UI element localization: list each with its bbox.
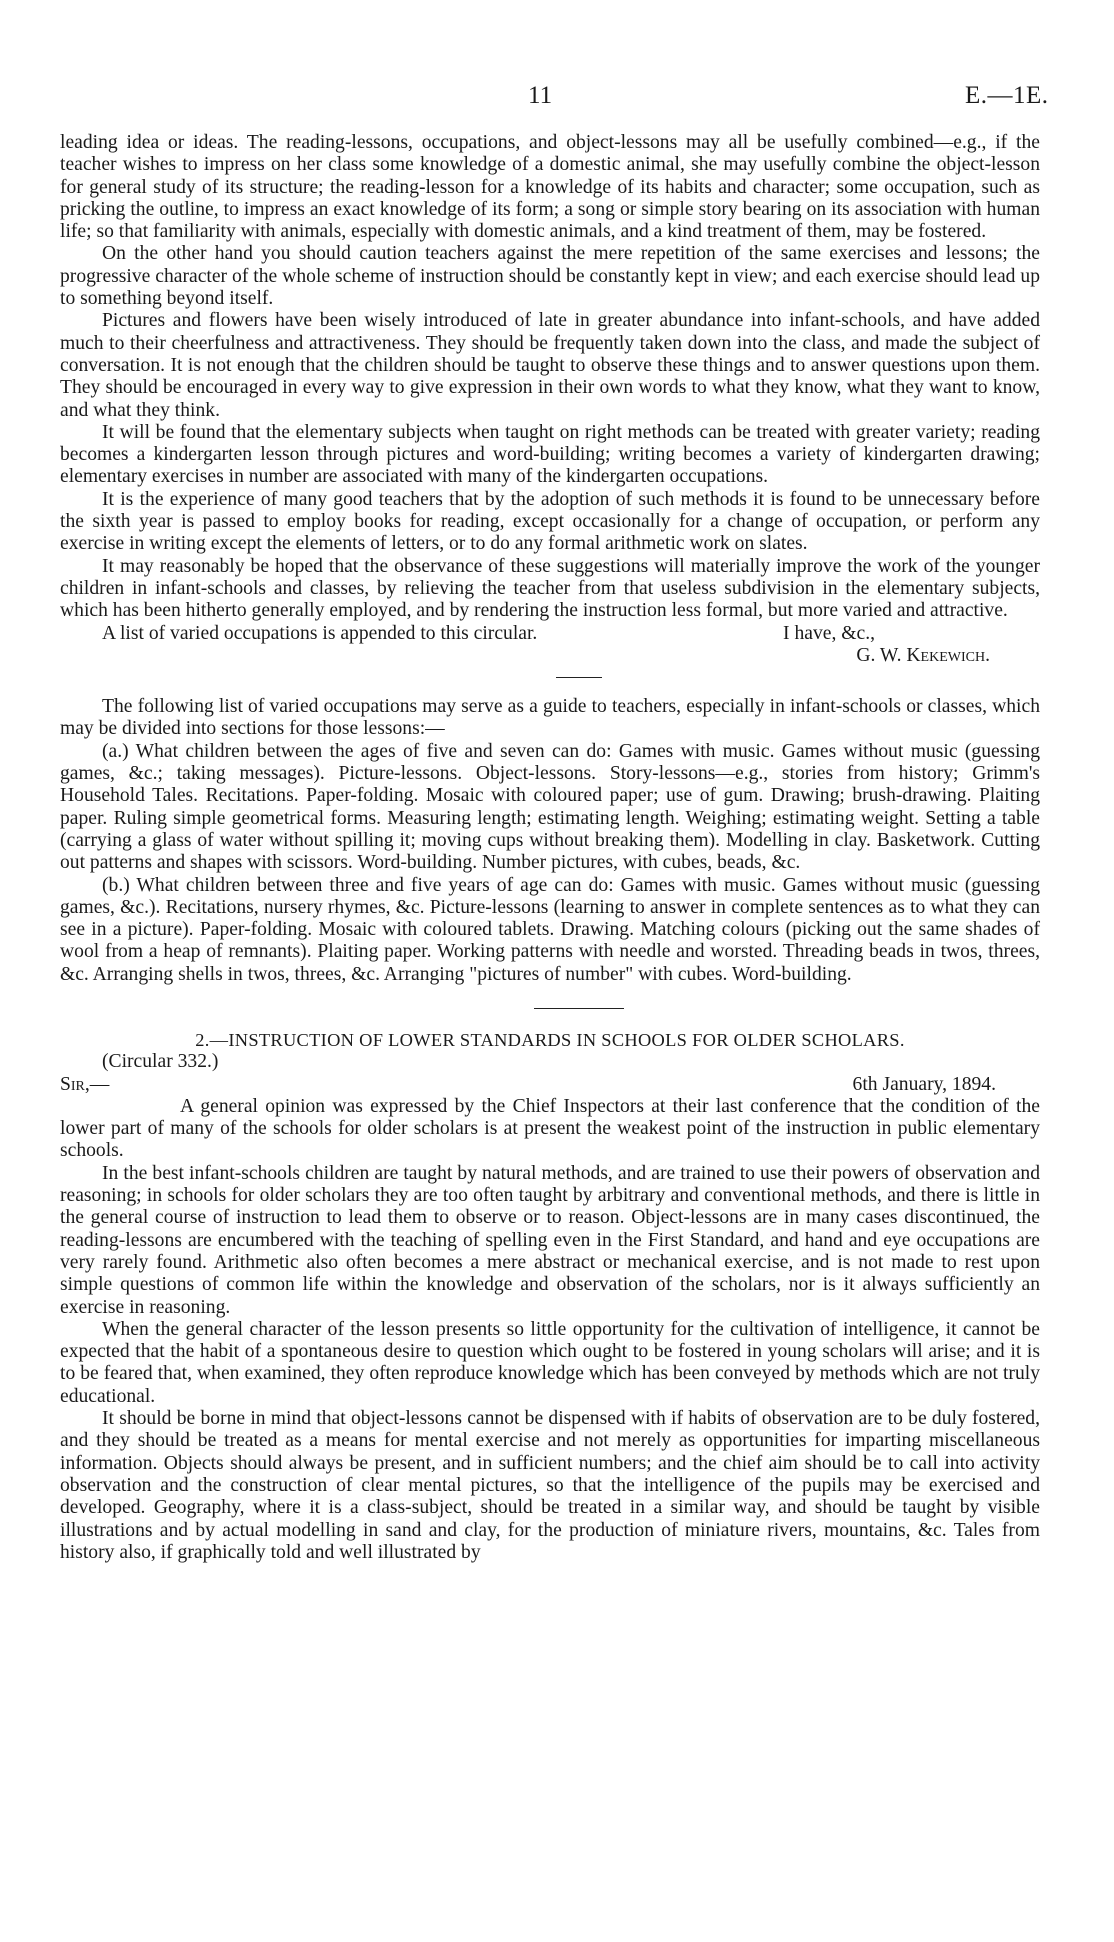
divider xyxy=(556,677,602,678)
closing-note: A list of varied occupations is appended to this circular. xyxy=(102,622,538,644)
section-heading: 2.—INSTRUCTION OF LOWER STANDARDS IN SCHOOLS FOR OLDER SCHOLARS. xyxy=(195,1029,905,1050)
paragraph: (a.) What children between the ages of five and seven can do: Games with music. Games without music (guessing games, &c.; taking messages). Picture-lessons. Object-lessons. Story-lessons—e.g., stories from history; Grimm's Household Tales. Recitations. Paper-folding. Mosaic with coloured paper; use of gum. Drawing; brush-drawing. Plaiting paper. Ruling simple geometrical forms. Measuring length; estimating length. Weighing; estimating weight. Setting a table (carrying a glass of water without spilling it; moving cups without breaking them). Modelling in clay. Basketwork. Cutting out patterns and shapes with scissors. Word-building. Number pictures, with cubes, beads, &c. xyxy=(60,740,1040,874)
paragraph: In the best infant-schools children are taught by natural methods, and are trained to use their powers of observation and reasoning; in schools for older scholars they are too often taught by arbitrary and conventional methods, and there is little in the general course of instruction to lead them to observe or to reason. Object-lessons are in many cases discontinued, the reading-lessons are encumbered with the teaching of spelling even in the First Standard, and hand and eye occupations are very rarely found. Arithmetic also often becomes a mere abstract or mechanical exercise, and is not made to rest upon simple questions of common life within the knowledge and observation of the scholars, nor is it always sufficiently an exercise in reasoning. xyxy=(60,1162,1040,1318)
signature: G. W. Kekewich. xyxy=(856,644,990,666)
page-number: 11 xyxy=(528,82,553,109)
letter-date: 6th January, 1894. xyxy=(852,1073,996,1095)
paragraph: leading idea or ideas. The reading-lessons, occupations, and object-lessons may all be usefully combined—e.g., if the teacher wishes to impress on her class some knowledge of a domestic animal, she may usefully combine the object-lesson for general study of its structure; the reading-lesson for a knowledge of its habits and character; some occupation, such as pricking the outline, to impress an exact knowledge of its form; a song or simple story bearing on its association with human life; so that familiarity with animals, especially with domestic animals, and a kind treatment of them, may be fostered. xyxy=(60,132,1040,243)
paragraph: It will be found that the elementary subjects when taught on right methods can be treated with greater variety; reading becomes a kindergarten lesson through pictures and word-building; writing becomes a variety of kindergarten drawing; elementary exercises in number are associated with many of the kindergarten occupations. xyxy=(60,421,1040,488)
paragraph: Pictures and flowers have been wisely introduced of late in greater abundance into infant-schools, and have added much to their cheerfulness and attractiveness. They should be frequently taken down into the class, and made the subject of conversation. It is not enough that the children should be taught to observe these things and to answer questions upon them. They should be encouraged in every way to give expression in their own words to what they know, what they want to know, and what they think. xyxy=(60,310,1040,421)
closing-phrase: I have, &c., xyxy=(783,622,875,644)
paragraph: On the other hand you should caution teachers against the mere repetition of the same exercises and lessons; the progressive character of the whole scheme of instruction should be constantly kept in view; and each exercise should lead up to something beyond itself. xyxy=(60,243,1040,310)
circular-number: (Circular 332.) xyxy=(102,1051,219,1073)
paragraph: A general opinion was expressed by the Chief Inspectors at their last conference that the condition of the lower part of many of the schools for older scholars is at present the weakest point of the instruction in public elementary schools. xyxy=(60,1095,1040,1162)
paragraph: It may reasonably be hoped that the observance of these suggestions will materially improve the work of the younger children in infant-schools and classes, by relieving the teacher from that useless subdivision in the elementary subjects, which has been hitherto generally employed, and by rendering the instruction less formal, but more varied and attractive. xyxy=(60,555,1040,622)
paragraph: The following list of varied occupations may serve as a guide to teachers, especially in infant-schools or classes, which may be divided into sections for those lessons:— xyxy=(60,696,1040,740)
page-reference: E.—1E. xyxy=(965,82,1049,109)
paragraph: It is the experience of many good teachers that by the adoption of such methods it is found to be unnecessary before the sixth year is passed to employ books for reading, except occasionally for a change of occupation, or perform any exercise in writing except the elements of letters, or to do any formal arithmetic work on slates. xyxy=(60,488,1040,555)
salutation: Sir,— xyxy=(60,1073,110,1095)
page-header xyxy=(0,74,1114,114)
body-text xyxy=(60,132,1040,1564)
paragraph: It should be borne in mind that object-lessons cannot be dispensed with if habits of observation are to be duly fostered, and they should be treated as a means for mental exercise and not merely as opportunities for imparting miscellaneous information. Objects should always be present, and in sufficient numbers; and the chief aim should be to call into activity observation and the construction of clear mental pictures, so that the intelligence of the pupils may be exercised and developed. Geography, where it is a class-subject, should be treated in a similar way, and should be taught by visible illustrations and by actual modelling in sand and clay, for the production of miniature rivers, mountains, &c. Tales from history also, if graphically told and well illustrated by xyxy=(60,1408,1040,1563)
paragraph: When the general character of the lesson presents so little opportunity for the cultivation of intelligence, it cannot be expected that the habit of a spontaneous desire to question which ought to be fostered in young scholars will arise; and it is to be feared that, when examined, they often reproduce knowledge which has been conveyed by methods which are not truly educational. xyxy=(60,1318,1040,1407)
closing-row xyxy=(60,623,1040,645)
paragraph: (b.) What children between three and five years of age can do: Games with music. Games without music (guessing games, &c.). Recitations, nursery rhymes, &c. Picture-lessons (learning to answer in complete sentences as to what they can see in a picture). Paper-folding. Mosaic with coloured tablets. Drawing. Matching colours (picking out the same shades of wool from a heap of remnants). Plaiting paper. Working patterns with needle and worsted. Threading beads in twos, threes, &c. Arranging shells in twos, threes, &c. Arranging "pictures of number" with cubes. Word-building. xyxy=(60,874,1040,985)
salutation-row xyxy=(60,1074,1040,1096)
section-divider xyxy=(534,1008,624,1009)
